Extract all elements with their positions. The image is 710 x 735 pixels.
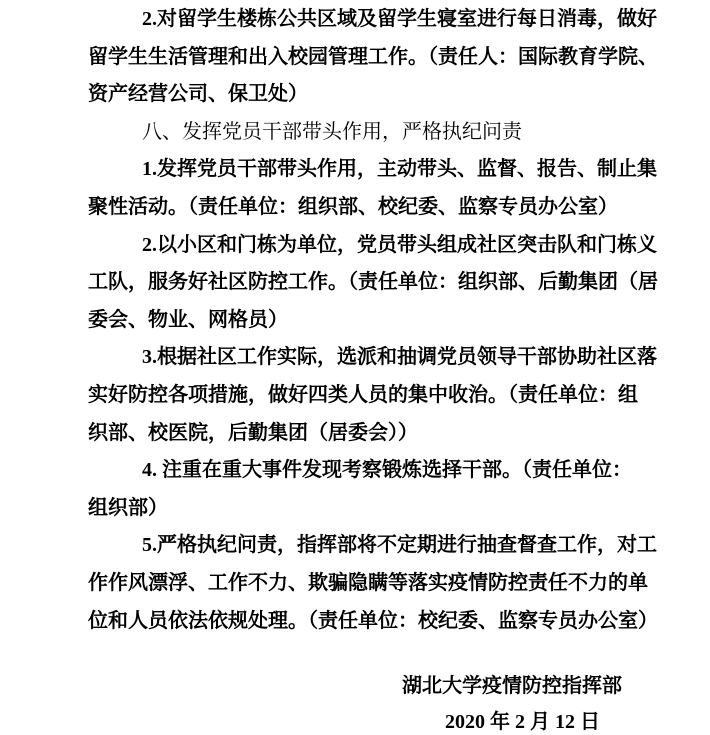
paragraph-cadre-dispatch-line-1: 3.根据社区工作实际，选派和抽调党员领导干部协助社区落 (142, 346, 657, 369)
paragraph-community-teams-line-3: 委会、物业、网格员） (88, 308, 288, 331)
paragraph-party-lead (88, 151, 657, 226)
paragraph-discipline-line-1: 5.严格执纪问责，指挥部将不定期进行抽查督查工作，对工 (142, 534, 657, 557)
signature-date: 2020 年 2 月 12 日 (445, 711, 600, 734)
paragraph-cadre-dispatch (88, 339, 657, 452)
paragraph-overseas-students (88, 1, 658, 114)
paragraph-cadre-selection-line-1: 4. 注重在重大事件发现考察锻炼选择干部。（责任单位： (142, 459, 632, 482)
signature-block (88, 668, 630, 735)
paragraph-discipline (88, 527, 658, 640)
paragraph-overseas-students-line-3: 资产经营公司、保卫处） (88, 83, 308, 106)
paragraph-overseas-students-line-2: 留学生生活管理和出入校园管理工作。（责任人：国际教育学院、 (88, 45, 658, 68)
paragraph-community-teams-line-1: 2.以小区和门栋为单位，党员带头组成社区突击队和门栋义 (142, 233, 657, 256)
paragraph-overseas-students-line-1: 2.对留学生楼栋公共区域及留学生寝室进行每日消毒，做好 (142, 8, 657, 30)
paragraph-party-lead-line-1: 1.发挥党员干部带头作用，主动带头、监督、报告、制止集 (142, 158, 657, 181)
paragraph-community-teams (88, 227, 658, 340)
paragraph-discipline-line-2: 作作风漂浮、工作不力、欺骗隐瞒等落实疫情防控责任不力的单 (88, 571, 648, 594)
paragraph-cadre-selection-line-2: 组织部） (88, 496, 168, 519)
paragraph-cadre-dispatch-line-3: 织部、校医院，后勤集团（居委会）） (88, 421, 418, 444)
paragraph-cadre-dispatch-line-2: 实好防控各项措施，做好四类人员的集中收治。（责任单位：组 (88, 383, 638, 406)
paragraph-discipline-line-3: 位和人员依法依规处理。（责任单位：校纪委、监察专员办公室） (88, 609, 658, 632)
section-heading-eight: 八、发挥党员干部带头作用，严格执纪问责 (142, 120, 522, 143)
signature-issuer: 湖北大学疫情防控指挥部 (402, 675, 622, 698)
paragraph-cadre-selection (88, 452, 630, 527)
paragraph-party-lead-line-2: 聚性活动。（责任单位：组织部、校纪委、监察专员办公室） (88, 195, 618, 218)
paragraph-community-teams-line-2: 工队，服务好社区防控工作。（责任单位：组织部、后勤集团（居 (88, 271, 658, 294)
